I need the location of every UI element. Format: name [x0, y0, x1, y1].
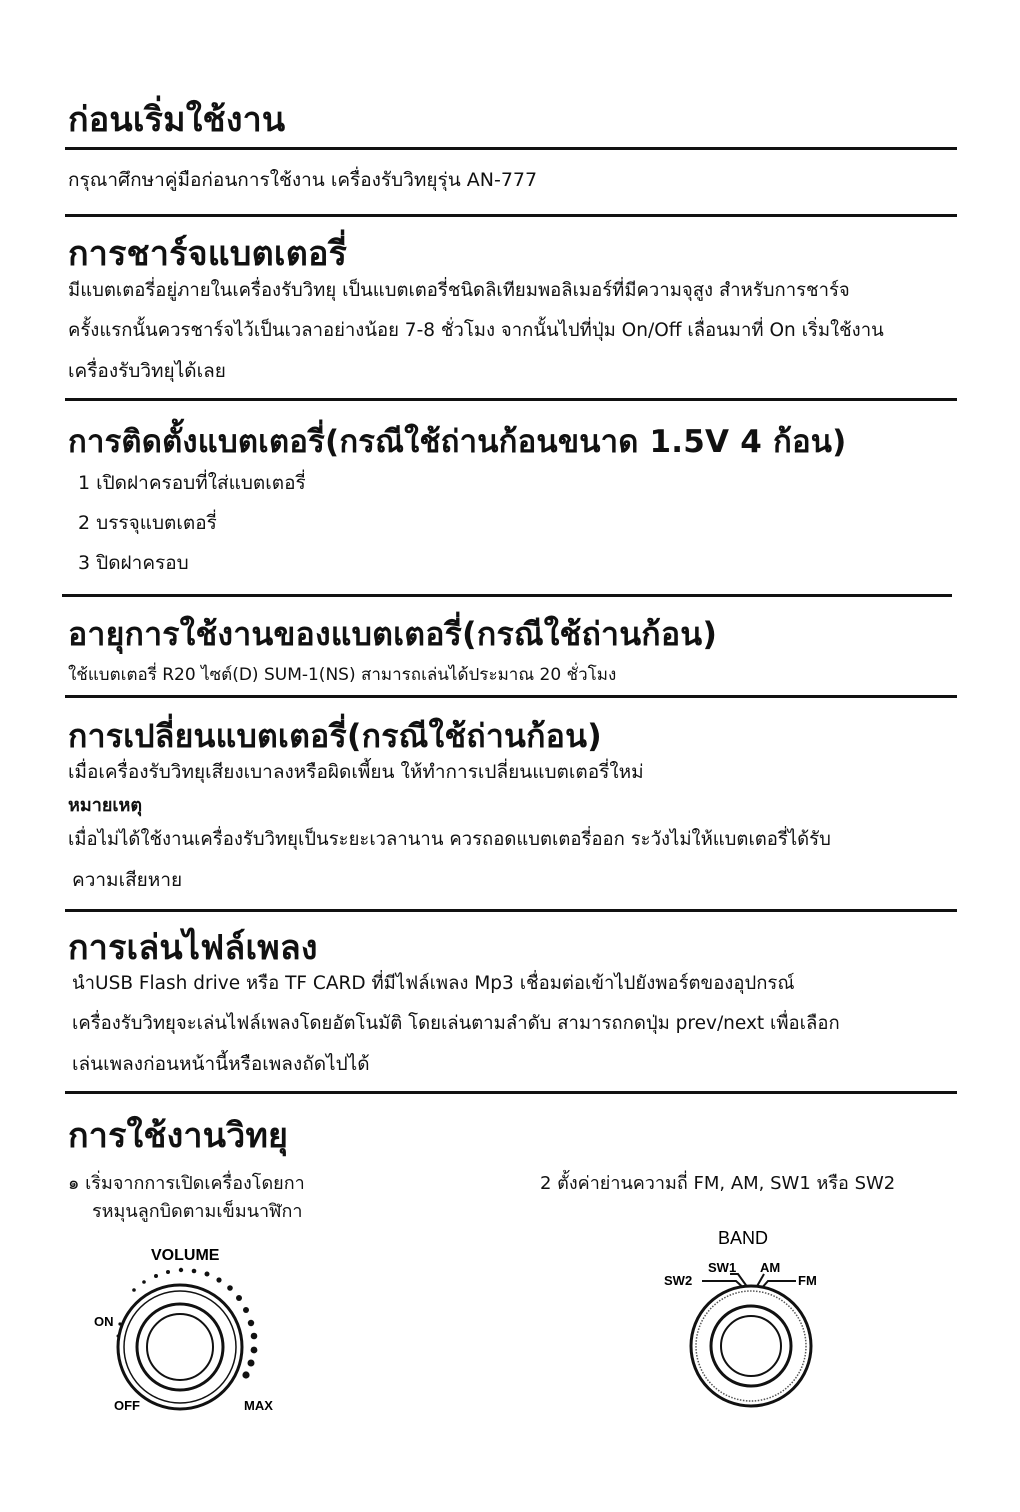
- section-divider: [65, 398, 957, 401]
- band-label: BAND: [718, 1228, 769, 1248]
- section-title-before-use: ก่อนเริ่มใช้งาน: [68, 100, 286, 140]
- volume-off-label: OFF: [114, 1398, 140, 1413]
- section-text: เครื่องรับวิทยุจะเล่นไฟล์เพลงโดยอัตโนมัติ โดยเล่นตามลำดับ สามารถกดปุ่ม prev/next เพื่อเลือก: [72, 1013, 840, 1034]
- section-text: เมื่อไม่ได้ใช้งานเครื่องรับวิทยุเป็นระยะเวลานาน ควรถอดแบตเตอรี่ออก ระวังไม่ให้แบตเตอรี่ได้รับ: [68, 829, 831, 850]
- section-divider: [65, 214, 957, 217]
- band-sw2-label: SW2: [664, 1273, 693, 1288]
- section-divider: [65, 1091, 957, 1094]
- section-text: กรุณาศึกษาคู่มือก่อนการใช้งาน เครื่องรับวิทยุรุ่น AN-777: [68, 169, 538, 191]
- list-item: 1 เปิดฝาครอบที่ใส่แบตเตอรี่: [78, 472, 306, 494]
- step-two-text: 2 ตั้งค่าย่านความถี่ FM, AM, SW1 หรือ SW2: [540, 1173, 896, 1194]
- section-divider: [65, 909, 957, 912]
- step-one-text: รหมุนลูกบิดตามเข็มนาฬิกา: [92, 1201, 303, 1222]
- volume-knob-illustration: [78, 1232, 318, 1422]
- volume-label: VOLUME: [151, 1247, 220, 1264]
- section-title-radio-use: การใช้งานวิทยุ: [68, 1116, 289, 1156]
- band-knob-outer: [691, 1286, 811, 1406]
- volume-on-label: ON: [94, 1314, 114, 1329]
- section-text: ครั้งแรกนั้นควรชาร์จไว้เป็นเวลาอย่างน้อย 7-8 ชั่วโมง จากนั้นไปที่ปุ่ม On/Off เลื่อนมาที่ On เริ่มใช้งาน: [68, 320, 884, 341]
- band-knob-illustration: [660, 1222, 860, 1422]
- band-fm-label: FM: [798, 1273, 817, 1288]
- section-title-replace-battery: การเปลี่ยนแบตเตอรี่(กรณีใช้ถ่านก้อน): [68, 717, 602, 755]
- list-item: 2 บรรจุแบตเตอรี่: [78, 512, 217, 534]
- section-text: ใช้แบตเตอรี่ R20 ไซต์(D) SUM-1(NS) สามารถเล่นได้ประมาณ 20 ชั่วโมง: [68, 665, 617, 685]
- section-title-battery-life: อายุการใช้งานของแบตเตอรี่(กรณีใช้ถ่านก้อน): [68, 615, 718, 653]
- list-item: 3 ปิดฝาครอบ: [78, 552, 189, 574]
- section-text: ความเสียหาย: [72, 869, 183, 891]
- section-text: เล่นเพลงก่อนหน้านี้หรือเพลงถัดไปได้: [72, 1053, 370, 1075]
- section-text: เมื่อเครื่องรับวิทยุเสียงเบาลงหรือผิดเพี้ยน ให้ทำการเปลี่ยนแบตเตอรี่ใหม่: [68, 761, 644, 783]
- section-text: นำUSB Flash drive หรือ TF CARD ที่มีไฟล์เพลง Mp3 เชื่อมต่อเข้าไปยังพอร์ตของอุปกรณ์: [72, 973, 795, 994]
- section-text: เครื่องรับวิทยุได้เลย: [68, 360, 226, 382]
- band-sw1-label: SW1: [708, 1260, 737, 1275]
- section-divider: [65, 695, 957, 698]
- note-label: หมายเหตุ: [68, 795, 143, 816]
- section-divider: [62, 594, 952, 597]
- section-title-charging: การชาร์จแบตเตอรี่: [68, 234, 348, 274]
- section-title-install-battery: การติดตั้งแบตเตอรี่(กรณีใช้ถ่านก้อนขนาด 1.5V 4 ก้อน): [68, 424, 847, 460]
- band-am-label: AM: [760, 1260, 781, 1275]
- volume-max-label: MAX: [244, 1398, 273, 1413]
- section-divider: [65, 147, 957, 150]
- section-title-play-music: การเล่นไฟล์เพลง: [68, 928, 318, 968]
- section-text: มีแบตเตอรี่อยู่ภายในเครื่องรับวิทยุ เป็นแบตเตอรี่ชนิดลิเทียมพอลิเมอร์ที่มีความจุสูง สำหรับการชาร์จ: [68, 280, 850, 301]
- step-one-text: ๑ เริ่มจากการเปิดเครื่องโดยกา: [68, 1173, 305, 1194]
